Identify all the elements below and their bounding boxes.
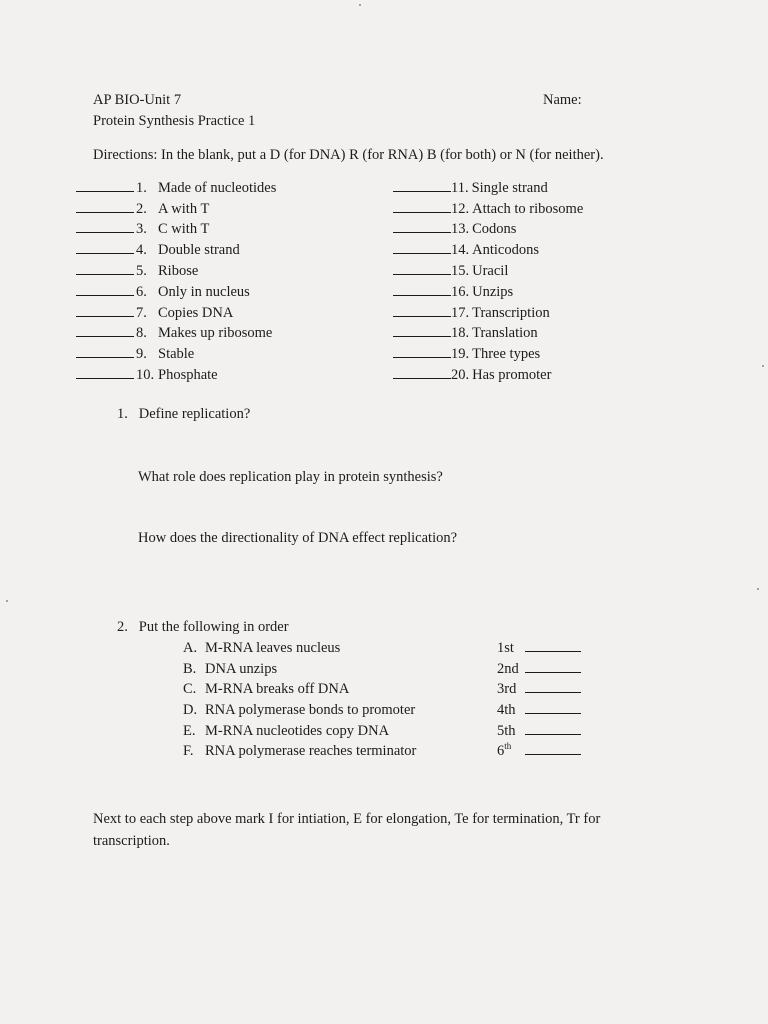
slot-ordinal-text: 4th [497,701,516,718]
matching-item [393,324,583,345]
matching-item [76,282,276,303]
answer-blank[interactable] [76,232,134,233]
answer-blank[interactable] [525,651,581,652]
order-item [183,638,416,659]
item-number: 16. [451,283,470,300]
item-text: Copies DNA [158,304,234,321]
question-2-number: 2. [117,619,128,635]
order-item [183,700,416,721]
order-item-letter: D. [183,701,198,718]
matching-item [76,261,276,282]
item-number: 15. [451,263,470,280]
order-item-letter: F. [183,743,194,760]
order-item-text: M-RNA breaks off DNA [205,681,350,698]
slot-ordinal [497,702,525,719]
item-text: Unzips [472,283,514,300]
order-item-text: RNA polymerase bonds to promoter [205,701,416,718]
item-number: 12. [451,200,470,217]
answer-blank[interactable] [76,316,134,317]
slot-ordinal [497,640,525,657]
answer-blank[interactable] [76,191,134,192]
order-item-letter: B. [183,660,197,677]
answer-blank[interactable] [393,336,451,337]
scan-speck [762,365,764,367]
order-items-list [183,638,416,762]
item-number: 2. [136,200,147,217]
answer-blank[interactable] [393,357,451,358]
item-number: 18. [451,325,470,342]
matching-item [393,344,583,365]
scan-speck [6,600,8,602]
answer-blank[interactable] [525,713,581,714]
item-text: Phosphate [158,367,218,384]
item-text: Ribose [158,263,199,280]
matching-item [393,261,583,282]
slot-ordinal-text: 2nd [497,660,519,677]
order-slot [497,700,581,721]
answer-blank[interactable] [393,378,451,379]
item-number: 20. [451,367,470,384]
slot-ordinal [497,723,525,740]
item-text: Only in nucleus [158,283,250,300]
item-text: C with T [158,221,210,238]
matching-item [393,199,583,220]
order-item-text: M-RNA leaves nucleus [205,639,341,656]
order-slot [497,741,581,762]
matching-item [393,178,583,199]
scan-speck [359,4,361,6]
item-number: 13. [451,221,470,238]
order-item-letter: C. [183,681,197,698]
answer-blank[interactable] [525,692,581,693]
next-step-instructions: Next to each step above mark I for intiation, E for elongation, Te for termination, Tr for transcription. [93,811,601,849]
answer-blank[interactable] [393,191,451,192]
matching-item [393,282,583,303]
order-item-text: M-RNA nucleotides copy DNA [205,722,390,739]
answer-blank[interactable] [393,212,451,213]
slot-ordinal [497,661,525,678]
order-item-text: DNA unzips [205,660,278,677]
course-title: AP BIO-Unit 7 [93,92,182,108]
answer-blank[interactable] [525,672,581,673]
item-text: Double strand [158,242,240,259]
order-item-letter: E. [183,722,196,739]
slot-ordinal-suffix: th [504,741,512,752]
item-number: 17. [451,304,470,321]
matching-item [76,303,276,324]
answer-blank[interactable] [76,357,134,358]
order-item [183,721,416,742]
matching-item [393,240,583,261]
item-number: 5. [136,263,147,280]
answer-blank[interactable] [393,253,451,254]
slot-ordinal-text: 6 [497,743,505,760]
question-1-number: 1. [117,406,128,422]
order-item [183,659,416,680]
header-block [93,91,255,133]
answer-blank[interactable] [393,232,451,233]
item-text: Anticodons [472,242,539,259]
question-2-text: Put the following in order [138,619,289,635]
matching-item [76,240,276,261]
order-slot [497,638,581,659]
scan-speck [757,588,759,590]
item-text: Uracil [472,263,509,280]
answer-blank[interactable] [76,336,134,337]
order-item-text: RNA polymerase reaches terminator [205,743,417,760]
question-2 [117,618,289,636]
answer-blank[interactable] [76,212,134,213]
slot-ordinal-text: 5th [497,722,516,739]
item-text: A with T [158,200,210,217]
answer-blank[interactable] [76,274,134,275]
answer-blank[interactable] [525,754,581,755]
answer-blank[interactable] [76,378,134,379]
item-number: 10. [136,367,155,384]
order-item [183,679,416,700]
item-text: Transcription [472,304,550,321]
item-number: 11. [451,179,469,196]
item-number: 4. [136,242,147,259]
slot-ordinal-text: 1st [497,639,514,656]
item-number: 7. [136,304,147,321]
item-number: 19. [451,346,470,363]
matching-item [76,344,276,365]
item-text: Codons [472,221,517,238]
order-slot [497,679,581,700]
matching-item [393,365,583,386]
slot-ordinal [497,743,525,760]
order-answer-slots [497,638,581,762]
matching-item [76,324,276,345]
item-number: 9. [136,346,147,363]
answer-blank[interactable] [525,734,581,735]
matching-left-column [76,178,276,386]
directions-text: Directions: In the blank, put a D (for DNA) R (for RNA) B (for both) or N (for neither). [93,147,604,163]
worksheet-title: Protein Synthesis Practice 1 [93,113,256,129]
item-text: Three types [472,346,541,363]
order-slot [497,659,581,680]
answer-blank[interactable] [393,316,451,317]
matching-item [393,220,583,241]
item-number: 8. [136,325,147,342]
item-number: 6. [136,283,147,300]
order-item-letter: A. [183,639,198,656]
order-slot [497,721,581,742]
answer-blank[interactable] [393,274,451,275]
item-text: Makes up ribosome [158,325,273,342]
item-text: Has promoter [472,367,552,384]
item-text: Single strand [471,179,548,196]
slot-ordinal [497,681,525,698]
item-number: 3. [136,221,147,238]
matching-right-column [393,178,583,386]
item-number: 1. [136,179,147,196]
question-1-sub-a: What role does replication play in protein synthesis? [138,469,443,485]
item-text: Translation [472,325,538,342]
matching-item [76,199,276,220]
question-1 [117,405,250,423]
matching-item [76,365,276,386]
matching-item [76,220,276,241]
question-1-text: Define replication? [138,406,251,422]
order-item [183,741,416,762]
item-text: Made of nucleotides [158,179,277,196]
slot-ordinal-text: 3rd [497,681,517,698]
matching-item [76,178,276,199]
item-number: 14. [451,242,470,259]
answer-blank[interactable] [393,295,451,296]
answer-blank[interactable] [76,295,134,296]
question-1-sub-b: How does the directionality of DNA effect replication? [138,530,458,546]
item-text: Stable [158,346,195,363]
matching-item [393,303,583,324]
item-text: Attach to ribosome [472,200,584,217]
name-label: Name: [543,92,582,108]
answer-blank[interactable] [76,253,134,254]
